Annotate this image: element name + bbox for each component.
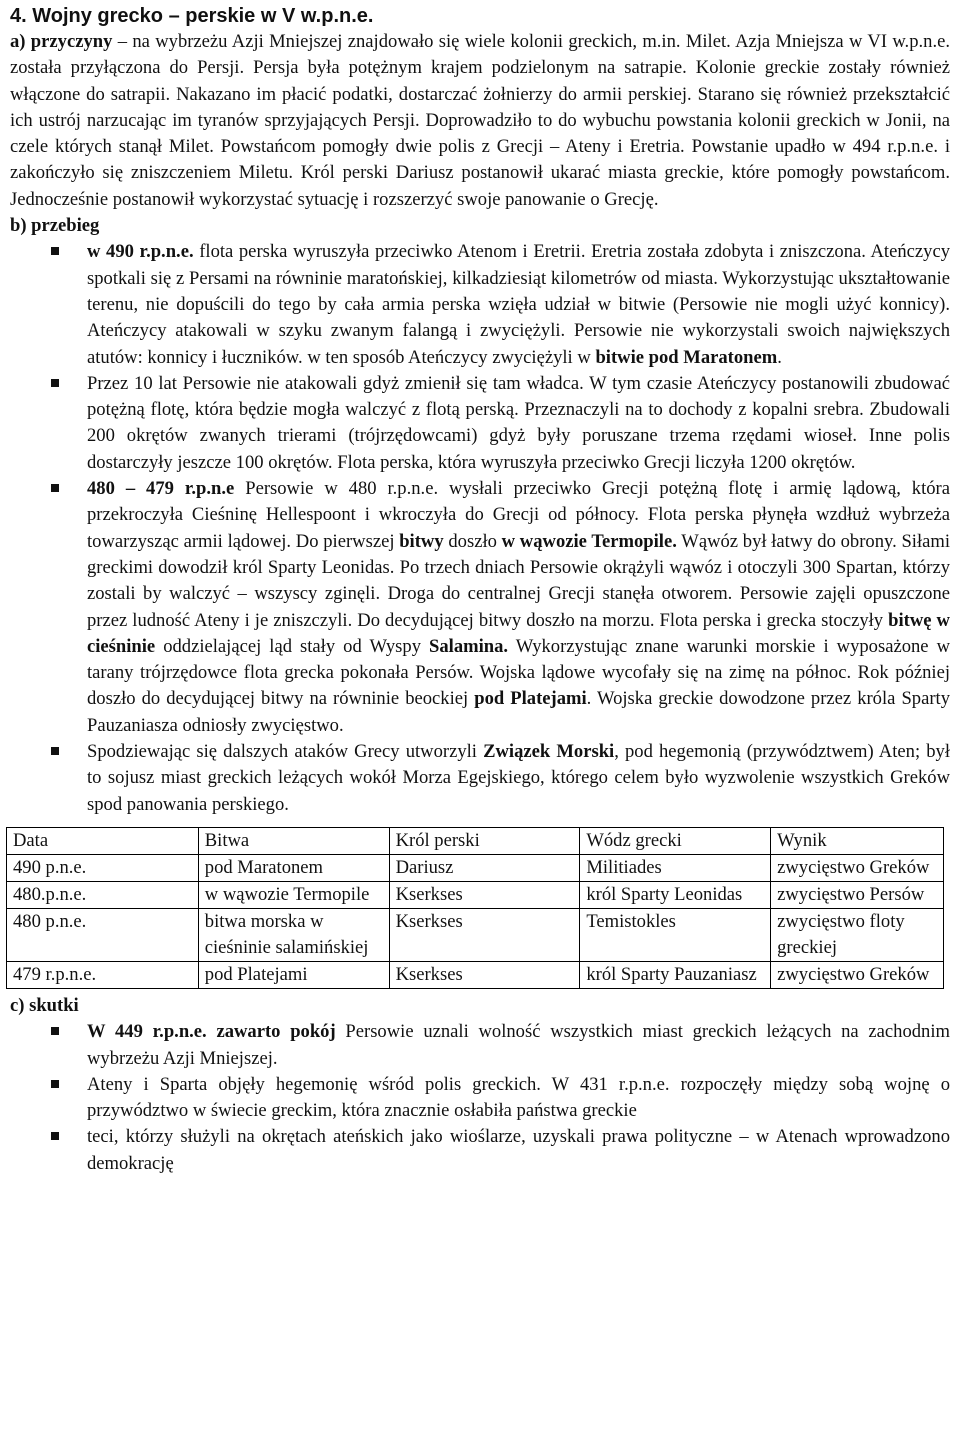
causes-paragraph	[10, 29, 950, 213]
table-cell: Kserkses	[389, 881, 580, 908]
table-cell: król Sparty Leonidas	[580, 881, 771, 908]
bold-text: bitwę w cieśninie	[87, 609, 950, 657]
table-cell: Dariusz	[389, 854, 580, 881]
list-item	[10, 1124, 950, 1177]
bold-text: w wąwozie Termopile.	[501, 530, 677, 552]
table-cell: pod Platejami	[198, 961, 389, 988]
table-header-row	[7, 827, 944, 854]
table-cell: król Sparty Pauzaniasz	[580, 961, 771, 988]
text-run: flota perska wyruszyła przeciwko Atenom i Eretrii. Eretria została zdobyta i zniszczona. Ateńczycy spotkali się z Persami na równinie maratońskiej, kilkadziesiąt kilometrów od miasta. Wykorzystując ukształtowanie terenu, nie dopuścili do tego by cała armia perska wzięła udział w bitwie (Persowie nie mogli użyć konnicy). Ateńczycy atakowali w szyku zwanym falangą i zwyciężyli. Persowie nie wykorzystali swoich największych atutów: konnicy i łuczników. w ten sposób Ateńczycy zwyciężyli w	[87, 241, 950, 368]
bold-text: pod Platejami	[474, 688, 587, 710]
bold-text: bitwy	[399, 530, 444, 552]
text-run: Spodziewając się dalszych ataków Grecy utworzyli	[87, 741, 484, 763]
list-item-text: Przez 10 lat Persowie nie atakowali gdyż zmienił się tam władca. W tym czasie Ateńczycy postanowili zbudować potężną flotę, która będzie mogła walczyć z flotą perską. Przeznaczyli na to dochody z kopalni srebra. Zbudowali 200 okrętów zwanych trierami (trójrzędowcami) gdyż były poruszane trzema rzędami wioseł. Inne polis dostarczyły jeszcze 100 okrętów. Flota perska, która wyruszyła przeciwko Grecji liczyła 1200 okrętów.	[87, 372, 950, 473]
document	[10, 4, 950, 1177]
table-cell: zwycięstwo floty greckiej	[771, 908, 944, 961]
bold-text: W 449 r.p.n.e. zawarto pokój	[87, 1021, 336, 1043]
table-header-cell: Wódz grecki	[580, 827, 771, 854]
square-bullet-icon	[51, 1132, 59, 1140]
bold-text: w 490 r.p.n.e.	[87, 241, 194, 263]
table-cell: Kserkses	[389, 961, 580, 988]
course-heading: b) przebieg	[10, 215, 100, 237]
table-cell: Militiades	[580, 854, 771, 881]
square-bullet-icon	[51, 1080, 59, 1088]
list-item	[10, 739, 950, 818]
table-cell: pod Maratonem	[198, 854, 389, 881]
table-cell: bitwa morska w cieśninie salamińskiej	[198, 908, 389, 961]
table-cell: 479 r.p.n.e.	[7, 961, 199, 988]
page-title: 4. Wojny grecko – perskie w V w.p.n.e.	[10, 5, 374, 27]
text-run: doszło	[443, 530, 502, 552]
list-item	[10, 1072, 950, 1125]
text-run: Persowie uznali wolność wszystkich miast greckich leżących na zachodnim wybrzeżu Azji Mniejszej.	[87, 1021, 950, 1069]
table-row	[7, 881, 944, 908]
list-item-text	[87, 739, 950, 818]
list-item	[10, 239, 950, 370]
list-item	[10, 1019, 950, 1072]
list-item-text: teci, którzy służyli na okrętach ateńskich jako wioślarze, uzyskali prawa polityczne – w Atenach wprowadzono demokrację	[87, 1126, 950, 1174]
table-cell: 480.p.n.e.	[7, 881, 199, 908]
bold-text: Salamina.	[429, 635, 509, 657]
table-cell: 490 p.n.e.	[7, 854, 199, 881]
table-row	[7, 854, 944, 881]
table-cell: Kserkses	[389, 908, 580, 961]
square-bullet-icon	[51, 1027, 59, 1035]
text-run: oddzielającej ląd stały od Wyspy	[155, 635, 430, 657]
table-header-cell: Data	[7, 827, 199, 854]
square-bullet-icon	[51, 247, 59, 255]
square-bullet-icon	[51, 484, 59, 492]
table-cell: 480 p.n.e.	[7, 908, 199, 961]
text-run: Persowie w 480 r.p.n.e. wysłali przeciwko Grecji potężną flotę i armię lądową, która przekroczyła Cieśninę Hellespoont i wkroczyła do Grecji od północy. Flota perska płynęła wzdłuż wybrzeża towarzysząc armii lądowej. Do pierwszej	[87, 478, 950, 552]
table-cell: zwycięstwo Persów	[771, 881, 944, 908]
table-row	[7, 961, 944, 988]
list-item	[10, 371, 950, 476]
text-run: , pod hegemonią (przywództwem) Aten; był to sojusz miast greckich leżących wokół Morza Egejskiego, którego celem było wyzwolenie wszystkich Greków spod panowania perskiego.	[87, 741, 950, 815]
effects-heading: c) skutki	[10, 994, 79, 1016]
square-bullet-icon	[51, 379, 59, 387]
table-cell: w wąwozie Termopile	[198, 881, 389, 908]
causes-text: – na wybrzeżu Azji Mniejszej znajdowało się wiele kolonii greckich, m.in. Milet. Azja Mniejsza w VI w.p.n.e. została przyłączona do Persji. Persja była potężnym krajem podzielonym na satrapie. Kolonie greckie zostały również włączone do satrapii. Nakazano im płacić podatki, dostarczać żołnierzy do armii perskiej. Starano się również przekształcić ich ustrój narzucając im tyranów sprzyjających Persji. Doprowadziło to do wybuchu powstania kolonii greckich w Jonii, na czele których stanął Milet. Powstańcom pomogły dwie polis z Grecji – Ateny i Eretria. Powstanie upadło w 494 r.p.n.e. i zakończyło się zniszczeniem Miletu. Król perski Dariusz postanowił ukarać miasta greckie, które pomogły powstańcom. Jednocześnie postanowił wykorzystać sytuację i rozszerzyć swoje panowanie o Grecję.	[10, 31, 950, 210]
table-header-cell: Wynik	[771, 827, 944, 854]
bold-text: bitwie pod Maratonem	[595, 346, 778, 368]
table-header-cell: Król perski	[389, 827, 580, 854]
table-header-cell: Bitwa	[198, 827, 389, 854]
text-run: . Wojska greckie dowodzone przez króla Sparty Pauzaniasza odniosły zwycięstwo.	[87, 688, 950, 736]
table-row	[7, 908, 944, 961]
list-item-text	[87, 476, 950, 739]
list-item-text	[87, 239, 950, 370]
battles-table	[6, 827, 944, 989]
list-item-text	[87, 1019, 950, 1072]
text-run: Wąwóz był łatwy do obrony. Siłami greckimi dowodził król Sparty Leonidas. Po trzech dniach Persowie okrążyli wąwóz i otoczyli 300 Spartan, którzy zostali by walczyć – wszyscy zginęli. Droga do centralnej Grecji stanęła otworem. Persowie zajęli opuszczone przez ludność Ateny i je zniszczyli. Do decydującej bitwy doszło na morzu. Flota perska i grecka stoczyły	[87, 530, 951, 631]
list-item-text: Ateny i Sparta objęły hegemonię wśród polis greckich. W 431 r.p.n.e. rozpoczęły między sobą wojnę o przywództwo w świecie greckim, która znacznie osłabiła państwa greckie	[87, 1073, 950, 1122]
bold-text: 480 – 479 r.p.n.e	[87, 478, 235, 500]
text-run: .	[777, 346, 782, 368]
table-cell: zwycięstwo Greków	[771, 961, 944, 988]
bold-text: Związek Morski	[483, 741, 615, 763]
text-run: Wykorzystując znane warunki morskie i wyposażone w tarany trójrzędowce flota grecka pokonała Persów. Wojska lądowe wycofały się na zimę na północ. Rok później doszło do decydującej bitwy na równinie beockiej	[87, 635, 950, 710]
square-bullet-icon	[51, 747, 59, 755]
table-cell: Temistokles	[580, 908, 771, 961]
table-cell: zwycięstwo Greków	[771, 854, 944, 881]
causes-heading: a) przyczyny	[10, 31, 113, 52]
list-item	[10, 476, 950, 739]
